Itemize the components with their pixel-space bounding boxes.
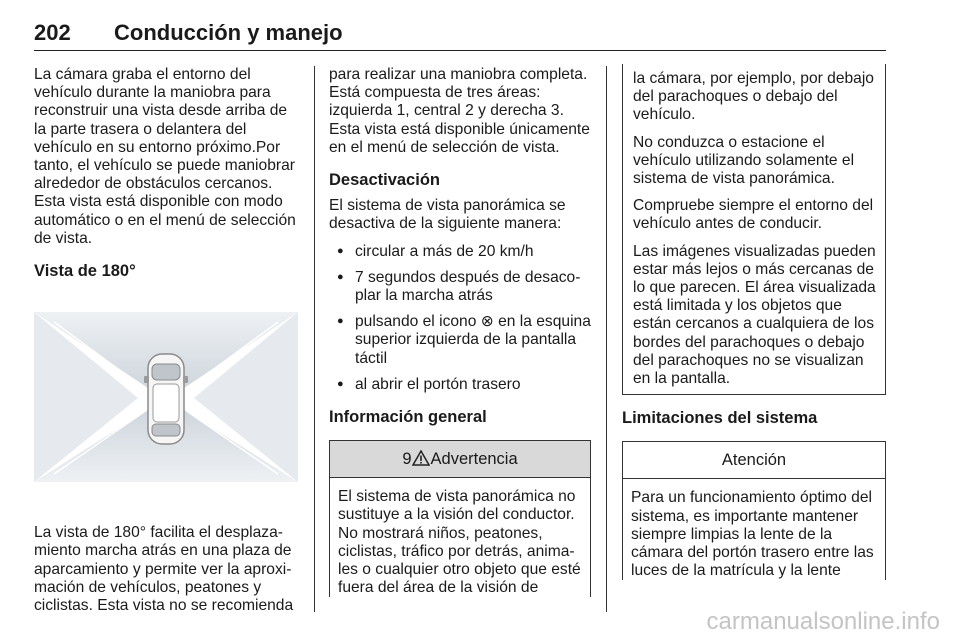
atencion-box [622, 441, 886, 580]
column-divider-2 [606, 66, 607, 612]
list-item: ● pulsando el icono ⊗ en la esquina superior izquierda de la pantalla táctil [329, 313, 591, 368]
column-2 [329, 66, 591, 597]
column-1 [34, 66, 300, 624]
figure-180-view [34, 292, 298, 504]
warning-continued-paragraph: Compruebe siempre el entorno del vehículo antes de conducir. [633, 197, 874, 233]
warning-triangle-icon [412, 450, 430, 466]
page-number: 202 [34, 20, 71, 45]
vista-180-paragraph: La vista de 180° facilita el desplazamiento marcha atrás en una plaza de aparcamiento y permite ver la aproximación de vehículos, peatones y ciclistas. Esta vista no se recomienda [34, 524, 294, 615]
page-title: Conducción y manejo [114, 20, 343, 45]
desactivacion-paragraph: El sistema de vista panorámica se desactiva de la siguiente manera: [329, 197, 566, 233]
car-top-view-illustration [34, 292, 298, 504]
areas-paragraph: para realizar una maniobra completa. Está compuesta de tres áreas: izquierda 1, central 2 y derecha 3. Esta vista está disponible únicamente en el menú de selección de vista. [329, 66, 590, 156]
warning-body: El sistema de vista panorámica no sustituye a la visión del conductor. No mostrará niños, peatones, ciclistas, tráfico por detrás, animales o cualquier otro objeto que esté fuera del área de la visión de [338, 488, 581, 597]
warning-box-continued [622, 64, 886, 395]
list-item: ● al abrir el portón trasero [329, 376, 591, 394]
desactivacion-list [329, 243, 591, 394]
warning-title: Advertencia [430, 450, 518, 469]
list-item: ● 7 segundos después de desacoplar la marcha atrás [329, 269, 591, 305]
heading-desactivacion: Desactivación [329, 171, 440, 190]
car-icon [144, 354, 188, 444]
warning-continued-paragraph: la cámara, por ejemplo, por debajo del parachoques o debajo del vehículo. [633, 70, 874, 124]
column-3 [622, 66, 886, 580]
intro-paragraph: La cámara graba el entorno del vehículo durante la maniobra para reconstruir una vista desde arriba de la parte trasera o delantera del vehículo en su entorno próximo.Por tanto, el vehículo se puede maniobrar alrededor de obstáculos cercanos. Esta vista está disponible con modo automático o en el menú de selección de vista. [34, 66, 296, 247]
page-header [34, 14, 886, 51]
heading-vista-180: Vista de 180° [34, 262, 136, 281]
heading-limitaciones: Limitaciones del sistema [622, 409, 818, 428]
watermark: carmanualsonline.info [706, 608, 940, 635]
atencion-body: Para un funcionamiento óptimo del sistema, es importante mantener siempre limpias la lente de la cámara del portón trasero entre las luces de la matrícula y la lente [631, 489, 874, 580]
list-item: ● circular a más de 20 km/h [329, 243, 591, 261]
warning-continued-paragraph: Las imágenes visualizadas pueden estar más lejos o más cercanas de lo que parecen. El área visualizada está limitada y los objetos que están cercanos a cualquiera de los bordes del parachoques o debajo del parachoques no se visualizan en la pantalla. [633, 242, 876, 388]
warning-header [330, 441, 590, 478]
warning-box [329, 440, 591, 597]
warning-number: 9 [402, 450, 412, 469]
column-divider-1 [314, 66, 315, 612]
heading-informacion-general: Información general [329, 408, 487, 427]
atencion-header: Atención [623, 442, 885, 479]
warning-continued-paragraph: No conduzca o estacione el vehículo utilizando solamente el sistema de vista panorámica. [633, 133, 855, 188]
